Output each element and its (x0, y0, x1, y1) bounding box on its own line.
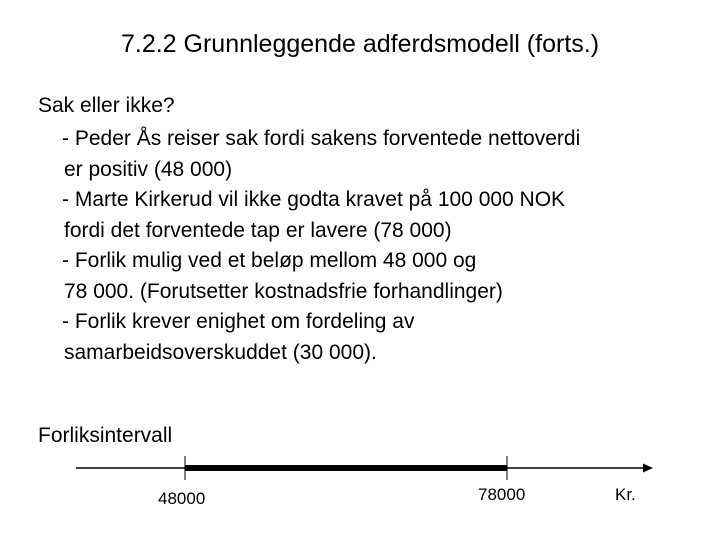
bullet-line: fordi det forventede tap er lavere (78 000) (64, 218, 452, 242)
section-heading: Sak eller ikke? (38, 94, 175, 117)
interval-label: Forliksintervall (38, 424, 173, 447)
bullet-line: er positiv (48 000) (64, 157, 233, 181)
bullet-line: - Peder Ås reiser sak fordi sakens forventede nettoverdi (62, 127, 581, 150)
axis-unit-label: Kr. (615, 485, 636, 504)
bullet-line: 78 000. (Forutsetter kostnadsfrie forhandlinger) (64, 279, 503, 303)
tick-label-low: 48000 (158, 489, 206, 508)
bullet-line: samarbeidsoverskuddet (30 000). (64, 340, 377, 364)
bullet-line: - Forlik krever enighet om fordeling av (62, 310, 415, 333)
tick-label-high: 78000 (478, 485, 526, 504)
slide-title: 7.2.2 Grunnleggende adferdsmodell (forts.) (120, 30, 600, 58)
axis-arrow-icon (643, 464, 653, 473)
bullet-line: - Forlik mulig ved et beløp mellom 48 000 og (62, 249, 477, 272)
bullet-line: - Marte Kirkerud vil ikke godta kravet på 100 000 NOK (62, 188, 566, 211)
